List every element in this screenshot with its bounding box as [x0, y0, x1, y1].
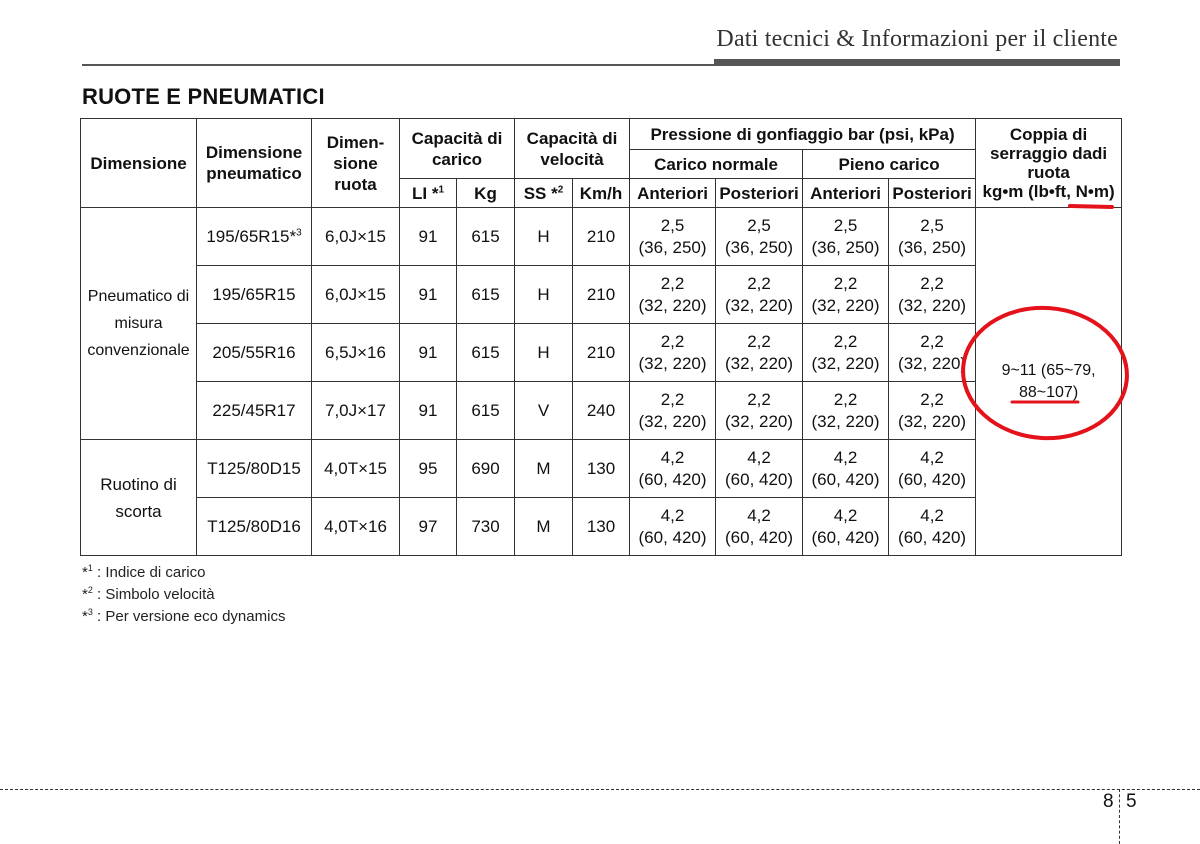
cell-ss: H	[515, 266, 573, 324]
bottom-dashed-rule	[0, 789, 1200, 790]
header-coppia-label: Coppia di serraggio dadi ruota	[990, 125, 1108, 182]
cell-wheel: 6,0J×15	[312, 208, 400, 266]
cell-pressure-bar: 2,5	[833, 215, 858, 235]
header-capacita-velocita: Capacità di velocità	[515, 119, 630, 179]
cell-ss: H	[515, 208, 573, 266]
cell-ss: V	[515, 382, 573, 440]
cell-pressure-alt: (32, 220)	[638, 295, 707, 315]
header-rule-accent	[714, 59, 1120, 66]
header-li	[400, 179, 457, 208]
page-number-divider	[1119, 789, 1120, 844]
cell-li: 91	[400, 382, 457, 440]
cell-wheel: 6,5J×16	[312, 324, 400, 382]
cell-pressure	[803, 382, 889, 440]
header-anteriori-normale: Anteriori	[630, 179, 716, 208]
cell-pressure-alt: (60, 420)	[898, 527, 967, 547]
cell-pressure-bar: 4,2	[833, 505, 858, 525]
cell-wheel: 4,0T×15	[312, 440, 400, 498]
cell-pressure-alt: (36, 250)	[898, 237, 967, 257]
table-row	[81, 440, 1122, 498]
cell-pressure-bar: 4,2	[833, 447, 858, 467]
cell-ss: M	[515, 440, 573, 498]
cell-kmh: 210	[573, 208, 630, 266]
cell-kg: 615	[457, 208, 515, 266]
header-li-sup: 1	[438, 183, 444, 195]
header-li-label: LI *	[411, 183, 439, 203]
cell-pressure-bar: 2,2	[747, 273, 771, 293]
cell-tire-size: 195/65R15*	[206, 226, 297, 246]
header-posteriori-normale: Posteriori	[716, 179, 803, 208]
cell-pressure	[630, 440, 716, 498]
cell-kg: 730	[457, 498, 515, 556]
footnote-mark: *	[82, 564, 88, 581]
cell-pressure	[889, 440, 976, 498]
cell-kmh: 130	[573, 440, 630, 498]
page-header-title: Dati tecnici & Informazioni per il cliente	[716, 26, 1118, 52]
header-pieno-carico: Pieno carico	[803, 150, 976, 179]
table-row	[81, 208, 1122, 266]
footnote-text: : Simbolo velocità	[92, 586, 215, 603]
cell-pressure-bar: 2,2	[920, 273, 944, 293]
footnote-sup: 3	[87, 607, 93, 617]
cell-pressure	[716, 324, 803, 382]
page-chapter-number: 8	[1103, 791, 1114, 812]
header-capacita-carico: Capacità di carico	[400, 119, 515, 179]
section-title: RUOTE E PNEUMATICI	[82, 84, 325, 109]
cell-tire-sup: 3	[296, 226, 302, 238]
cell-pressure-alt: (32, 220)	[811, 353, 880, 373]
footnote-mark: *	[82, 586, 88, 603]
cell-pressure-alt: (60, 420)	[811, 469, 880, 489]
header-pressione: Pressione di gonfiaggio bar (psi, kPa)	[630, 119, 976, 150]
cell-pressure-bar: 2,2	[920, 331, 944, 351]
cell-pressure-bar: 2,2	[920, 389, 944, 409]
cell-pressure	[716, 440, 803, 498]
cell-pressure-bar: 2,2	[833, 331, 858, 351]
cell-pressure	[889, 266, 976, 324]
footnote-2	[82, 584, 285, 606]
footnote-sup: 2	[87, 585, 93, 595]
header-dimensione: Dimensione	[81, 119, 197, 208]
cell-pressure-alt: (36, 250)	[811, 237, 880, 257]
cell-pressure-bar: 4,2	[920, 505, 944, 525]
header-dimensione-ruota: Dimen- sione ruota	[312, 119, 400, 208]
cell-pressure	[889, 382, 976, 440]
cell-kmh: 210	[573, 324, 630, 382]
cell-pressure-alt: (32, 220)	[811, 411, 880, 431]
group-conventional: Pneumatico di misura convenzionale	[81, 208, 197, 440]
header-ss	[515, 179, 573, 208]
cell-pressure-bar: 2,2	[660, 273, 685, 293]
cell-tire: T125/80D15	[197, 440, 312, 498]
cell-pressure	[889, 208, 976, 266]
footnote-text: : Indice di carico	[92, 564, 206, 581]
cell-pressure	[889, 324, 976, 382]
header-coppia-unit: kg•m (lb•ft, N•m)	[982, 182, 1115, 201]
table-row	[81, 266, 1122, 324]
cell-pressure-bar: 2,5	[747, 215, 771, 235]
cell-li: 91	[400, 266, 457, 324]
cell-pressure-alt: (32, 220)	[898, 353, 967, 373]
cell-pressure-bar: 2,2	[660, 389, 685, 409]
cell-ss: M	[515, 498, 573, 556]
cell-pressure-alt: (36, 250)	[638, 237, 707, 257]
cell-pressure-alt: (32, 220)	[898, 295, 967, 315]
header-dimensione-pneumatico: Dimensione pneumatico	[197, 119, 312, 208]
cell-tire: 205/55R16	[197, 324, 312, 382]
header-kmh: Km/h	[573, 179, 630, 208]
header-ss-sup: 2	[557, 183, 564, 195]
cell-pressure	[889, 498, 976, 556]
cell-pressure-bar: 4,2	[747, 447, 771, 467]
cell-li: 97	[400, 498, 457, 556]
cell-pressure-bar: 4,2	[920, 447, 944, 467]
cell-pressure	[716, 382, 803, 440]
cell-pressure-alt: (60, 420)	[898, 469, 967, 489]
cell-pressure-bar: 2,2	[747, 331, 771, 351]
cell-pressure	[803, 498, 889, 556]
footnote-1	[82, 562, 285, 584]
cell-pressure	[630, 324, 716, 382]
cell-pressure	[716, 266, 803, 324]
cell-pressure	[630, 266, 716, 324]
cell-kg: 615	[457, 266, 515, 324]
cell-kg: 615	[457, 382, 515, 440]
cell-pressure-bar: 4,2	[660, 447, 685, 467]
cell-pressure-bar: 2,2	[660, 331, 685, 351]
cell-tire: 195/65R15	[197, 266, 312, 324]
cell-pressure-alt: (32, 220)	[811, 295, 880, 315]
cell-wheel: 4,0T×16	[312, 498, 400, 556]
cell-pressure-alt: (32, 220)	[725, 295, 794, 315]
cell-pressure-alt: (32, 220)	[725, 353, 794, 373]
cell-li: 91	[400, 324, 457, 382]
cell-pressure	[630, 498, 716, 556]
cell-kg: 615	[457, 324, 515, 382]
cell-pressure-bar: 2,5	[920, 215, 944, 235]
cell-pressure	[803, 208, 889, 266]
cell-pressure	[803, 324, 889, 382]
cell-kmh: 130	[573, 498, 630, 556]
cell-pressure-bar: 2,2	[833, 273, 858, 293]
cell-kg: 690	[457, 440, 515, 498]
tire-spec-table	[80, 118, 1122, 556]
cell-pressure-alt: (60, 420)	[811, 527, 880, 547]
cell-pressure-alt: (60, 420)	[638, 527, 707, 547]
cell-pressure-bar: 4,2	[747, 505, 771, 525]
table-row	[81, 498, 1122, 556]
footnotes	[82, 562, 285, 628]
cell-tire: 225/45R17	[197, 382, 312, 440]
footnote-mark: *	[82, 608, 88, 625]
cell-pressure	[630, 208, 716, 266]
cell-pressure	[716, 208, 803, 266]
header-posteriori-pieno: Posteriori	[889, 179, 976, 208]
cell-pressure	[803, 266, 889, 324]
cell-pressure-alt: (60, 420)	[725, 527, 794, 547]
group-spare: Ruotino di scorta	[81, 440, 197, 556]
cell-wheel: 7,0J×17	[312, 382, 400, 440]
cell-pressure-bar: 4,2	[660, 505, 685, 525]
cell-pressure-bar: 2,5	[660, 215, 685, 235]
cell-tire: T125/80D16	[197, 498, 312, 556]
cell-ss: H	[515, 324, 573, 382]
header-ss-label: SS *	[523, 183, 558, 203]
footnote-3	[82, 606, 285, 628]
footnote-text: : Per versione eco dynamics	[92, 608, 286, 625]
cell-tire	[197, 208, 312, 266]
table-row	[81, 382, 1122, 440]
cell-li: 91	[400, 208, 457, 266]
cell-pressure	[803, 440, 889, 498]
cell-torque: 9~11 (65~79, 88~107)	[976, 208, 1122, 556]
cell-pressure	[716, 498, 803, 556]
page-number: 5	[1126, 791, 1137, 812]
cell-wheel: 6,0J×15	[312, 266, 400, 324]
header-coppia	[976, 119, 1122, 208]
cell-pressure-bar: 2,2	[747, 389, 771, 409]
cell-pressure-alt: (32, 220)	[638, 353, 707, 373]
cell-pressure-alt: (60, 420)	[638, 469, 707, 489]
cell-li: 95	[400, 440, 457, 498]
cell-pressure-alt: (32, 220)	[725, 411, 794, 431]
table-row	[81, 324, 1122, 382]
cell-pressure-alt: (32, 220)	[638, 411, 707, 431]
footnote-sup: 1	[87, 563, 93, 573]
header-anteriori-pieno: Anteriori	[803, 179, 889, 208]
cell-pressure-alt: (32, 220)	[898, 411, 967, 431]
cell-pressure-alt: (60, 420)	[725, 469, 794, 489]
cell-kmh: 240	[573, 382, 630, 440]
cell-pressure-bar: 2,2	[833, 389, 858, 409]
header-kg: Kg	[457, 179, 515, 208]
header-carico-normale: Carico normale	[630, 150, 803, 179]
cell-pressure	[630, 382, 716, 440]
cell-kmh: 210	[573, 266, 630, 324]
cell-pressure-alt: (36, 250)	[725, 237, 794, 257]
